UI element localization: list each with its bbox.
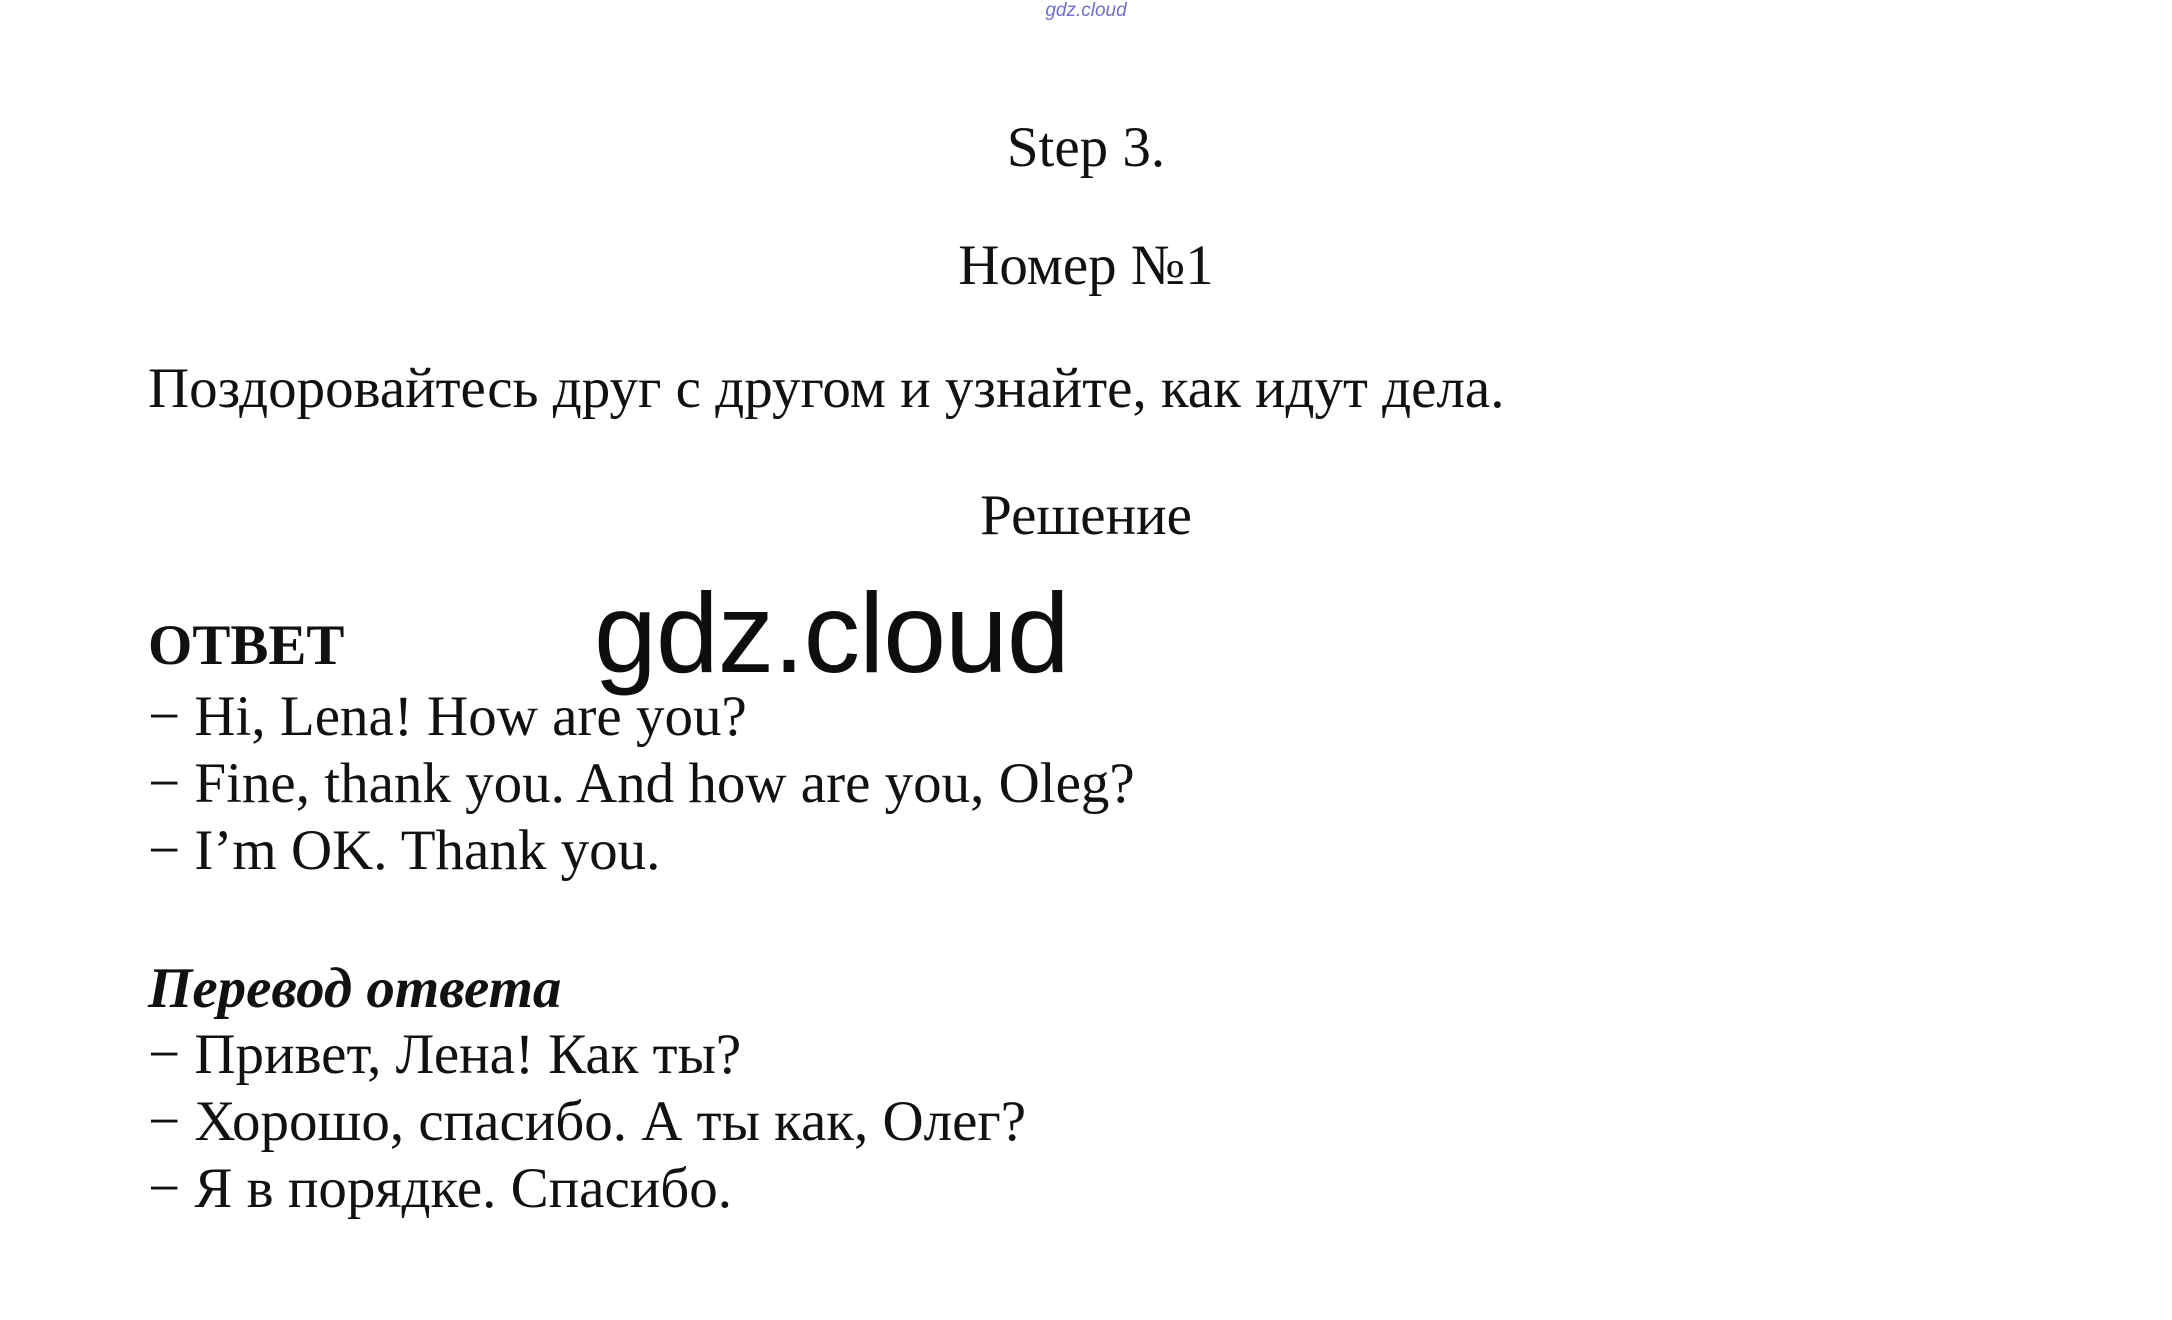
answer-line: − Hi, Lena! How are you? [148, 685, 747, 748]
translation-line: − Хорошо, спасибо. А ты как, Олег? [148, 1090, 1027, 1153]
answer-heading: ОТВЕТ [148, 614, 345, 677]
task-text: Поздоровайтесь друг с другом и узнайте, как идут дела. [148, 357, 1505, 420]
exercise-number-title: Номер №1 [958, 234, 1214, 297]
center-watermark: gdz.cloud [594, 570, 1069, 696]
translation-line: − Я в порядке. Спасибо. [148, 1157, 732, 1220]
solution-label: Решение [980, 484, 1192, 547]
translation-dialogue [148, 1021, 1026, 1222]
translation-line: − Привет, Лена! Как ты? [148, 1023, 742, 1086]
translation-heading: Перевод ответа [148, 957, 562, 1020]
answer-line: − Fine, thank you. And how are you, Oleg? [148, 752, 1135, 815]
step-title: Step 3. [1006, 116, 1166, 179]
top-watermark: gdz.cloud [1045, 0, 1127, 21]
answer-line: − I’m OK. Thank you. [148, 819, 661, 882]
answer-dialogue [148, 683, 1135, 884]
